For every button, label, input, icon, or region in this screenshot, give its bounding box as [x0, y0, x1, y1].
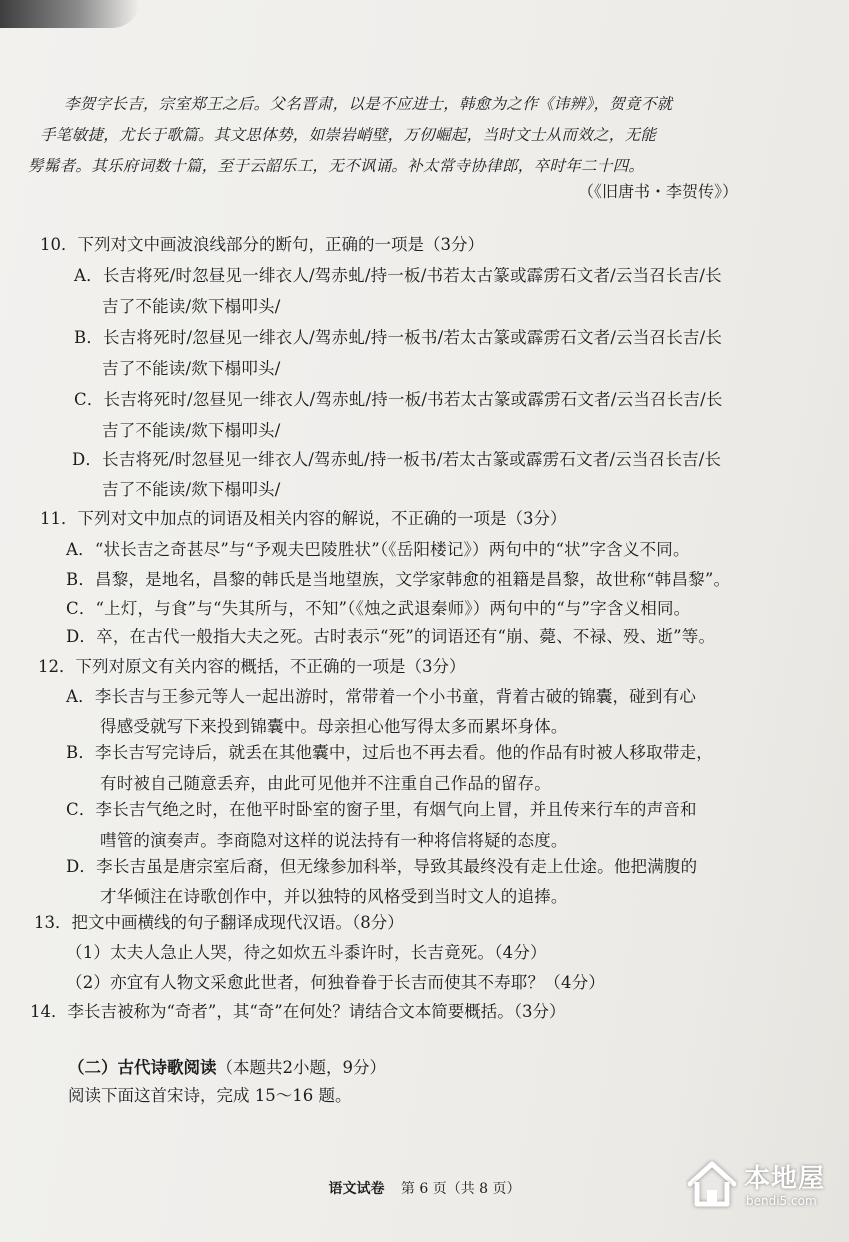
- section-2-heading: （二）古代诗歌阅读: [68, 1058, 217, 1077]
- q11-option-b: B．昌黎，是地名，昌黎的韩氏是当地望族，文学家韩愈的祖籍是昌黎，故世称“韩昌黎”。: [66, 570, 731, 589]
- house-icon: [686, 1158, 738, 1210]
- q10-option-c-cont: 吉了不能读/欻下榻叩头/: [102, 421, 281, 440]
- q12-option-b-cont: 有时被自己随意丢弃，由此可见他并不注重自己作品的留存。: [100, 774, 551, 793]
- q10-option-c: C．长吉将死时/忽昼见一绯衣人/驾赤虬/持一板/书若太古篆或霹雳石文者/云当召长吉/长: [74, 390, 723, 409]
- q12-option-d-cont: 才华倾注在诗歌创作中，并以独特的风格受到当时文人的追捧。: [100, 887, 568, 906]
- q11-option-c: C．“上灯，与食”与“失其所与，不知”（《烛之武退秦师》）两句中的“与”字含义相同。: [66, 599, 691, 618]
- question-12-stem: 12．下列对原文有关内容的概括，不正确的一项是（3分）: [38, 657, 466, 676]
- section-2-note: （本题共2小题，9分）: [216, 1058, 386, 1077]
- question-14-stem: 14．李长吉被称为“奇者”，其“奇”在何处？请结合文本简要概括。（3分）: [30, 1002, 566, 1021]
- passage-line: 髣髴者。其乐府词数十篇，至于云韶乐工，无不讽诵。补太常寺协律郎，卒时年二十四。: [28, 157, 645, 175]
- q12-option-c-cont: 嘒管的演奏声。李商隐对这样的说法持有一种将信将疑的态度。: [100, 831, 568, 850]
- watermark-logo: [686, 1150, 836, 1222]
- scan-corner-shadow: [0, 0, 140, 28]
- question-10-stem: 10．下列对文中画波浪线部分的断句，正确的一项是（3分）: [40, 235, 484, 254]
- q10-option-d: D．长吉将死/时忽昼见一绯衣人/驾赤虬/持一板书/若太古篆或霹雳石文者/云当召长吉/长: [72, 450, 722, 469]
- q11-option-d: D．卒，在古代一般指大夫之死。古时表示“死”的词语还有“崩、薨、不禄、殁、逝”等。: [66, 627, 716, 646]
- question-13-stem: 13．把文中画横线的句子翻译成现代汉语。（8分）: [34, 913, 404, 932]
- q13-item-1: （1）太夫人急止人哭，待之如炊五斗黍许时，长吉竟死。（4分）: [66, 943, 547, 962]
- q10-option-d-cont: 吉了不能读/欻下榻叩头/: [102, 480, 281, 499]
- q10-option-a: A．长吉将死/时忽昼见一绯衣人/驾赤虬/持一板/书若太古篆或霹雳石文者/云当召长吉/长: [74, 266, 722, 285]
- q10-option-b: B．长吉将死时/忽昼见一绯衣人/驾赤虬/持一板书/若太古篆或霹雳石文者/云当召长吉/长: [74, 328, 723, 347]
- q11-option-a: A．“状长吉之奇甚尽”与“予观夫巴陵胜状”（《岳阳楼记》）两句中的“状”字含义不同。: [66, 540, 690, 559]
- passage-line: 手笔敏捷，尤长于歌篇。其文思体势，如崇岩峭壁，万仞崛起，当时文士从而效之，无能: [40, 126, 657, 144]
- q12-option-b: B．李长吉写完诗后，就丢在其他囊中，过后也不再去看。他的作品有时被人移取带走，: [66, 743, 713, 762]
- footer-subject: 语文试卷: [328, 1181, 385, 1197]
- section-2-heading-line: [68, 1057, 386, 1079]
- footer-page-number: 第 6 页（共 8 页）: [400, 1181, 521, 1197]
- q10-option-b-cont: 吉了不能读/欻下榻叩头/: [102, 359, 281, 378]
- q13-item-2: （2）亦宜有人物文采愈此世者，何独眷眷于长吉而使其不寿耶？（4分）: [66, 973, 606, 992]
- q12-option-c: C．李长吉气绝之时，在他平时卧室的窗子里，有烟气向上冒，并且传来行车的声音和: [66, 800, 697, 819]
- watermark-name: 本地屋: [744, 1164, 826, 1194]
- watermark-url: bendi5.com: [746, 1194, 817, 1208]
- q12-option-d: D．李长吉虽是唐宗室后裔，但无缘参加科举，导致其最终没有走上仕途。他把满腹的: [66, 857, 698, 876]
- question-11-stem: 11．下列对文中加点的词语及相关内容的解说，不正确的一项是（3分）: [40, 509, 567, 528]
- section-2-instruction: 阅读下面这首宋诗，完成 15～16 题。: [68, 1086, 352, 1105]
- q12-option-a-cont: 得感受就写下来投到锦囊中。母亲担心他写得太多而累坏身体。: [100, 717, 568, 736]
- q10-option-a-cont: 吉了不能读/欻下榻叩头/: [102, 297, 281, 316]
- passage-source: （《旧唐书・李贺传》）: [578, 182, 739, 201]
- passage-line: 李贺字长吉，宗室郑王之后。父名晋肃，以是不应进士，韩愈为之作《讳辨》，贺竟不就: [64, 95, 673, 113]
- q12-option-a: A．李长吉与王参元等人一起出游时，常带着一个小书童，背着古破的锦囊，碰到有心: [66, 687, 697, 706]
